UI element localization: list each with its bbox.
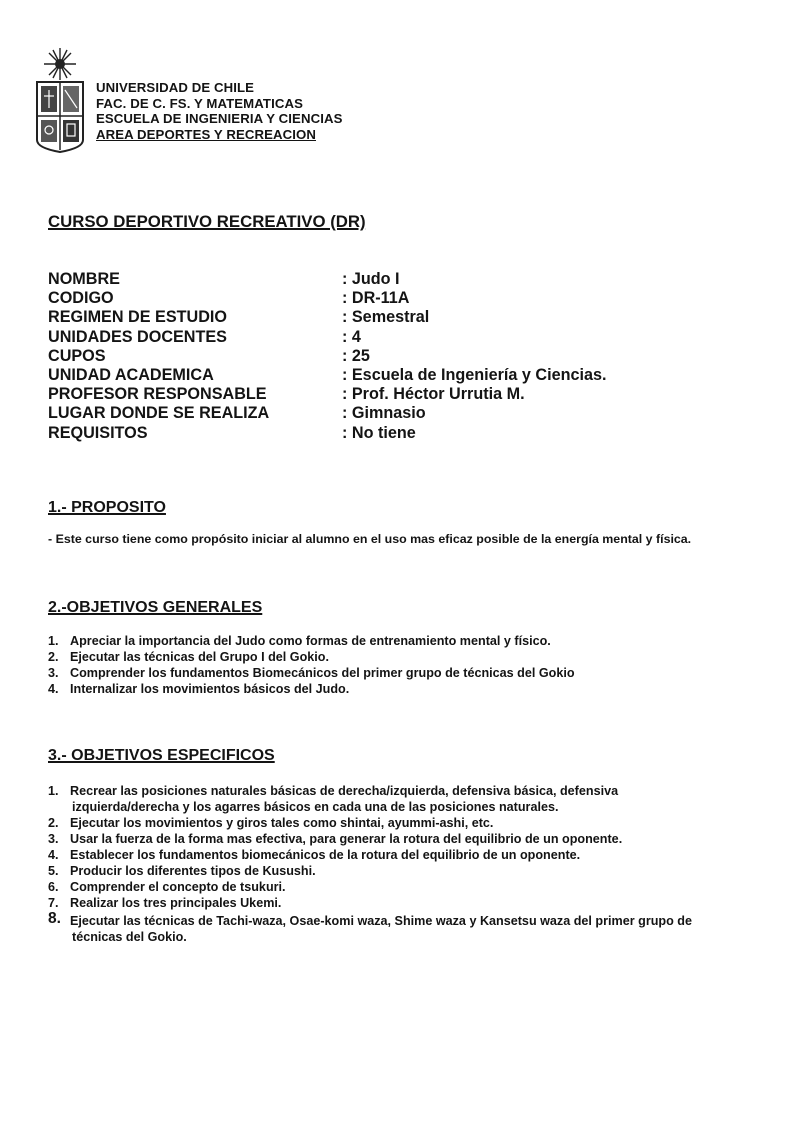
section-title-objetivos-generales: 2.-OBJETIVOS GENERALES <box>48 599 263 616</box>
item-number: 3. <box>48 832 59 846</box>
item-number: 4. <box>48 682 59 696</box>
list-item <box>48 783 692 815</box>
info-label: LUGAR DONDE SE REALIZA <box>48 404 270 423</box>
list-item <box>48 847 692 863</box>
item-number: 1. <box>48 784 59 798</box>
list-item <box>48 879 692 895</box>
objetivos-especificos-list <box>48 783 692 945</box>
info-row-unidades <box>48 328 768 347</box>
section-title-proposito: 1.- PROPOSITO <box>48 499 166 516</box>
info-row-codigo <box>48 289 768 308</box>
item-text: Comprender los fundamentos Biomecánicos del primer grupo de técnicas del Gokio <box>70 666 575 680</box>
header-school: ESCUELA DE INGENIERIA Y CIENCIAS <box>96 111 343 127</box>
info-value: : Gimnasio <box>342 404 426 423</box>
list-item <box>48 665 575 681</box>
item-number: 4. <box>48 848 59 862</box>
list-item <box>48 831 692 847</box>
item-text: Internalizar los movimientos básicos del Judo. <box>70 682 350 696</box>
list-item <box>48 649 575 665</box>
course-title: CURSO DEPORTIVO RECREATIVO (DR) <box>48 212 366 231</box>
info-row-profesor <box>48 385 768 404</box>
item-text-continuation: técnicas del Gokio. <box>72 930 187 944</box>
info-value: : DR-11A <box>342 289 410 308</box>
info-label: PROFESOR RESPONSABLE <box>48 385 267 404</box>
info-label: CUPOS <box>48 346 106 365</box>
list-item <box>48 681 575 697</box>
list-item <box>48 863 692 879</box>
university-emblem-icon <box>34 46 86 154</box>
item-number: 7. <box>48 896 59 910</box>
list-item <box>48 895 692 911</box>
info-label: REGIMEN DE ESTUDIO <box>48 308 227 327</box>
course-info-table <box>48 270 768 443</box>
info-value: : Prof. Héctor Urrutia M. <box>342 385 525 404</box>
info-row-regimen <box>48 308 768 327</box>
info-row-requisitos <box>48 424 768 443</box>
item-number: 8. <box>48 910 61 927</box>
list-item <box>48 910 692 945</box>
item-text: Realizar los tres principales Ukemi. <box>70 896 282 910</box>
item-text: Ejecutar las técnicas de Tachi-waza, Osae-komi waza, Shime waza y Kansetsu waza del primer grupo de <box>70 914 692 928</box>
institution-header <box>96 80 342 142</box>
info-value: : Judo I <box>342 270 400 288</box>
proposito-text: - Este curso tiene como propósito iniciar al alumno en el uso mas eficaz posible de la energía mental y física. <box>48 532 692 546</box>
info-row-nombre <box>48 270 768 289</box>
info-label: NOMBRE <box>48 270 120 288</box>
info-value: : 4 <box>342 327 361 346</box>
list-item <box>48 815 692 831</box>
item-text: Establecer los fundamentos biomecánicos de la rotura del equilibrio de un oponente. <box>70 848 581 862</box>
header-area: AREA DEPORTES Y RECREACION <box>96 126 316 142</box>
info-row-lugar <box>48 404 768 423</box>
header-university: UNIVERSIDAD DE CHILE <box>96 80 255 95</box>
section-title-objetivos-especificos: 3.- OBJETIVOS ESPECIFICOS <box>48 747 275 764</box>
item-number: 2. <box>48 650 59 664</box>
item-text: Apreciar la importancia del Judo como formas de entrenamiento mental y físico. <box>70 634 551 648</box>
info-label: UNIDAD ACADEMICA <box>48 365 214 384</box>
item-number: 1. <box>48 634 59 648</box>
item-text: Comprender el concepto de tsukuri. <box>70 880 286 894</box>
objetivos-generales-list <box>48 633 575 697</box>
item-text-continuation: izquierda/derecha y los agarres básicos en cada una de las posiciones naturales. <box>72 800 559 814</box>
info-value: : 25 <box>342 346 370 365</box>
info-row-cupos <box>48 347 768 366</box>
item-number: 6. <box>48 880 59 894</box>
info-value: : Semestral <box>342 308 430 327</box>
header-faculty: FAC. DE C. FS. Y MATEMATICAS <box>96 95 303 111</box>
item-text: Ejecutar las técnicas del Grupo I del Gokio. <box>70 650 329 664</box>
item-text: Ejecutar los movimientos y giros tales como shintai, ayummi-ashi, etc. <box>70 816 494 830</box>
info-value: : No tiene <box>342 423 416 442</box>
info-row-unidad-academica <box>48 366 768 385</box>
item-number: 3. <box>48 666 59 680</box>
item-text: Recrear las posiciones naturales básicas de derecha/izquierda, defensiva básica, defensiva <box>70 784 619 798</box>
info-label: REQUISITOS <box>48 423 148 442</box>
item-text: Usar la fuerza de la forma mas efectiva, para generar la rotura del equilibrio de un oponente. <box>70 832 623 846</box>
info-label: CODIGO <box>48 289 114 308</box>
list-item <box>48 633 575 649</box>
item-number: 2. <box>48 816 59 830</box>
info-label: UNIDADES DOCENTES <box>48 327 227 346</box>
info-value: : Escuela de Ingeniería y Ciencias. <box>342 365 607 384</box>
item-number: 5. <box>48 864 59 878</box>
item-text: Producir los diferentes tipos de Kusushi. <box>70 864 316 878</box>
